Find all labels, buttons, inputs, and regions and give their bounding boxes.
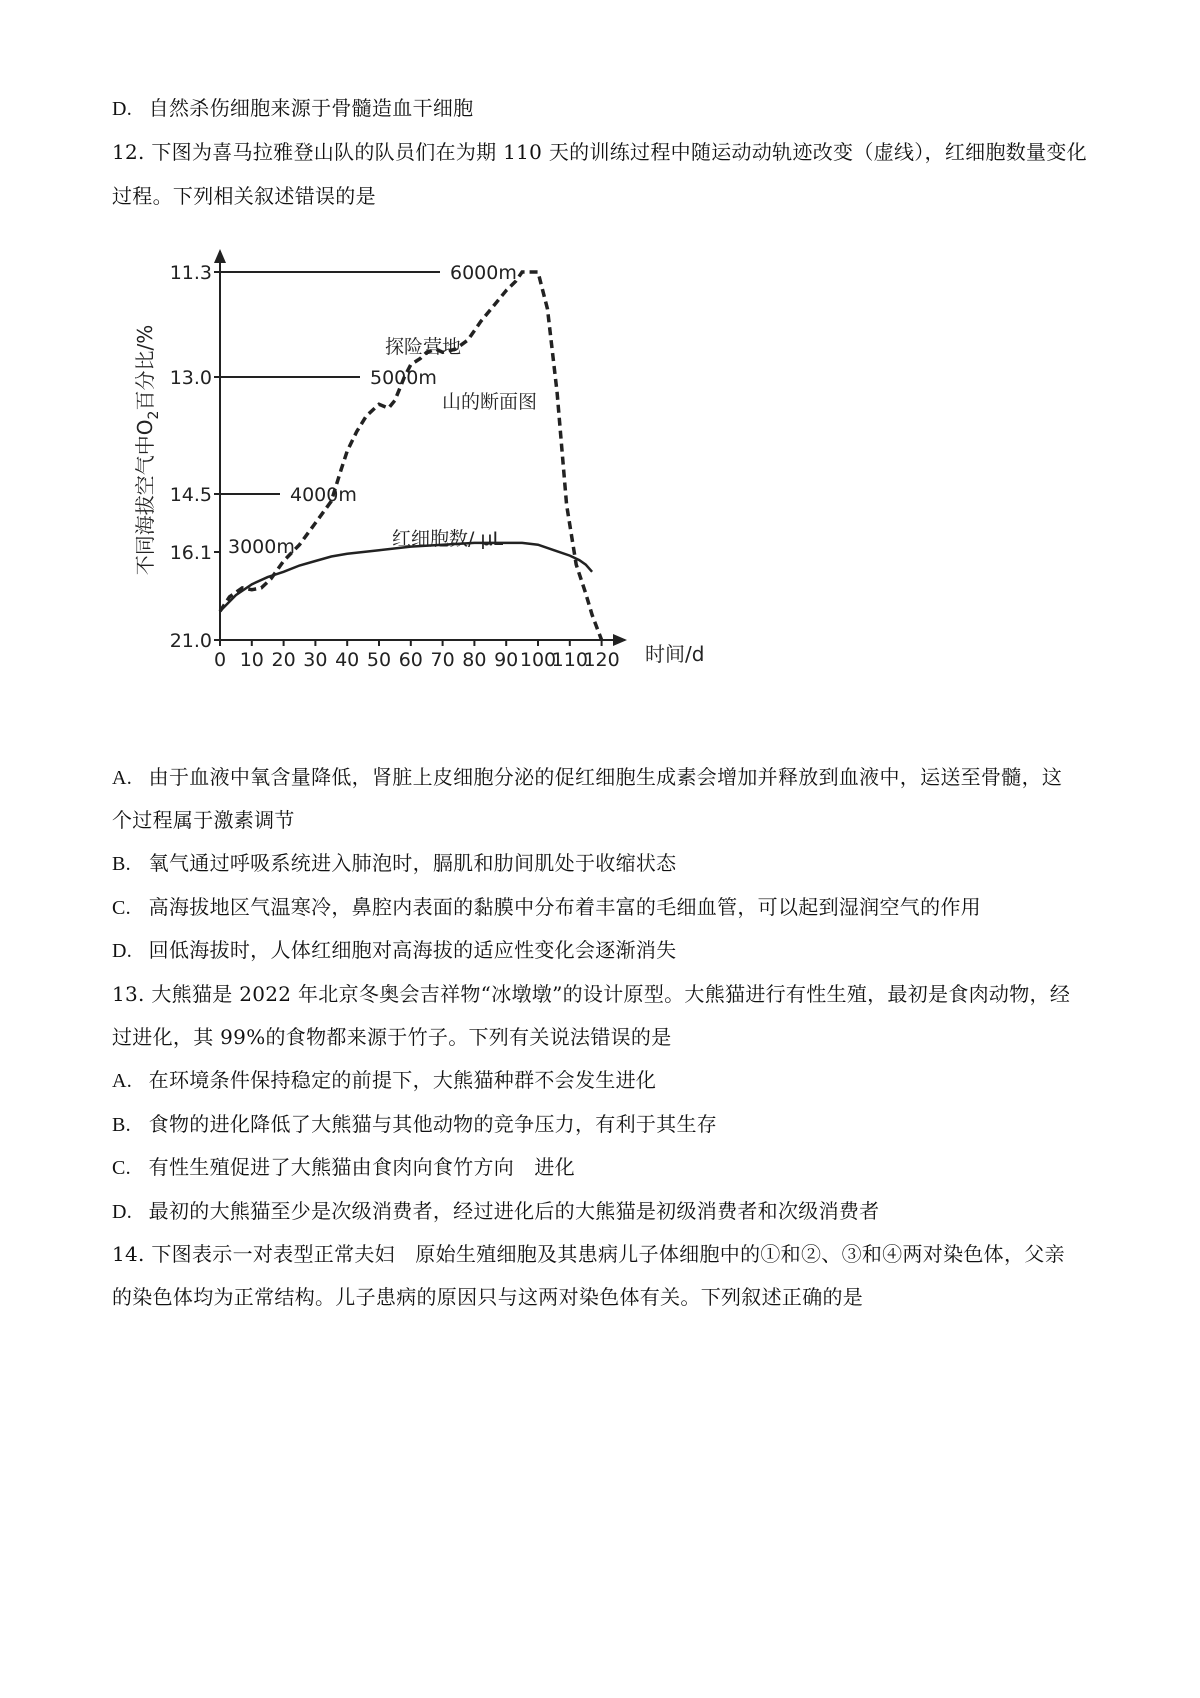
y-axis-label [133,325,162,575]
y-axis-label-part2: 百分比/% [133,324,157,411]
option-label: D. [112,1201,133,1223]
y-tick-label: 13.0 [169,367,212,389]
option-label: C. [112,1157,131,1179]
q13-stem-line2: 过进化，其 99%的食物都来源于竹子。下列有关说法错误的是 [112,1025,672,1049]
rbc-label: 红细胞数/ μL [392,528,504,550]
option-label: D. [112,98,133,120]
x-tick-label: 80 [462,649,487,671]
option-text: 在环境条件保持稳定的前提下，大熊猫种群不会发生进化 [148,1068,657,1092]
mountain-profile-label: 山的断面图 [442,391,538,413]
x-tick-label: 120 [583,649,620,671]
option-text: 食物的进化降低了大熊猫与其他动物的竞争压力，有利于其生存 [148,1112,718,1136]
option-label: B. [112,1114,131,1136]
option-text: 有性生殖促进了大熊猫由食肉向食竹方向 进化 [148,1155,575,1179]
x-tick-label: 10 [239,649,264,671]
y-axis-label-subscript: 2 [146,410,162,420]
x-tick-label: 90 [494,649,519,671]
x-tick-label: 30 [303,649,328,671]
altitude-label: 3000m [228,536,295,558]
altitude-label: 5000m [370,367,437,389]
option-text: 回低海拔时，人体红细胞对高海拔的适应性变化会逐渐消失 [148,938,677,962]
altitude-rbc-chart [130,245,770,765]
option-label: A. [112,1070,133,1092]
altitude-label: 4000m [290,484,357,506]
y-tick-label: 16.1 [169,542,212,564]
x-tick-label: 40 [335,649,360,671]
q12-option-b [112,849,676,878]
x-tick-label: 100 [519,649,557,671]
camp-label: 探险营地 [385,336,462,358]
y-tick-label: 14.5 [169,484,212,506]
x-tick-label: 50 [366,649,392,671]
option-text: 自然杀伤细胞来源于骨髓造血干细胞 [148,96,474,120]
y-tick-label: 11.3 [169,262,212,284]
x-tick-label: 60 [398,649,423,671]
option-text: 高海拔地区气温寒冷，鼻腔内表面的黏膜中分布着丰富的毛细血管，可以起到湿润空气的作用 [148,895,981,919]
option-text: 由于血液中氧含量降低，肾脏上皮细胞分泌的促红细胞生成素会增加并释放到血液中，运送至骨髓，这 [148,765,1063,789]
x-tick-label: 70 [430,649,455,671]
q11-option-d [112,94,473,123]
q12-option-d [112,936,676,965]
q13-option-d [112,1197,879,1226]
x-axis-label: 时间/d [645,642,705,666]
option-text: 最初的大熊猫至少是次级消费者，经过进化后的大熊猫是初级消费者和次级消费者 [148,1199,880,1223]
altitude-label: 6000m [450,262,517,284]
option-label: D. [112,940,133,962]
y-tick-label: 21.0 [169,630,212,652]
option-label: A. [112,767,133,789]
option-label: C. [112,897,131,919]
x-tick-label: 20 [271,649,296,671]
q12-stem-line2: 过程。下列相关叙述错误的是 [112,184,376,208]
q13-option-a [112,1066,656,1095]
x-tick-label: 110 [551,649,588,671]
option-text: 氧气通过呼吸系统进入肺泡时，膈肌和肋间肌处于收缩状态 [148,851,677,875]
x-tick-label: 0 [213,649,227,671]
q14-stem-line2: 的染色体均为正常结构。儿子患病的原因只与这两对染色体有关。下列叙述正确的是 [112,1285,864,1309]
y-axis-label-part1: 不同海拔空气中O [133,419,157,576]
q12-stem-line1: 12. 下图为喜马拉雅登山队的队员们在为期 110 天的训练过程中随运动动轨迹改变（虚线），红细胞数量变化 [112,140,1087,164]
option-label: B. [112,853,131,875]
q13-option-b [112,1110,717,1139]
q12-option-a-line1 [112,763,1062,792]
mountain-profile-line [220,272,602,640]
q12-option-a-line2: 个过程属于激素调节 [112,808,295,832]
q13-stem-line1: 13. 大熊猫是 2022 年北京冬奥会吉祥物“冰墩墩”的设计原型。大熊猫进行有性生殖，最初是食肉动物，经 [112,982,1071,1006]
q13-option-c [112,1153,575,1182]
q12-option-c [112,893,981,922]
q14-stem-line1: 14. 下图表示一对表型正常夫妇 原始生殖细胞及其患病儿子体细胞中的①和②、③和④两对染色体，父亲 [112,1242,1065,1266]
